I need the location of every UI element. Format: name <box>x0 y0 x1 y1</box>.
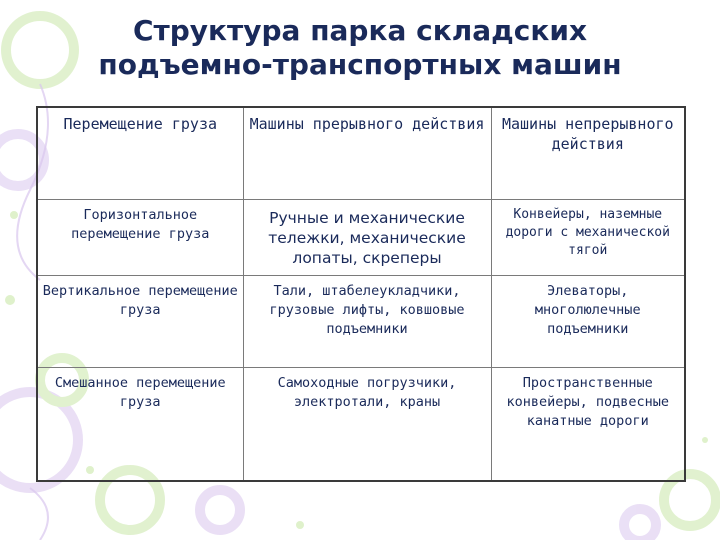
row-movement-mixed: Смешанное перемещение груза <box>37 367 243 481</box>
header-continuous-machines: Машины непрерывного действия <box>491 107 685 199</box>
table-row <box>37 199 685 275</box>
row-movement-horizontal: Горизонтальное перемещение груза <box>37 199 243 275</box>
cell-interrupted-mixed: Самоходные погрузчики, электротали, краны <box>243 367 491 481</box>
title-line-2: подъемно-транспортных машин <box>98 48 622 81</box>
table-row <box>37 367 685 481</box>
cell-interrupted-horizontal: Ручные и механические тележки, механические лопаты, скреперы <box>243 199 491 275</box>
row-movement-vertical: Вертикальное перемещение груза <box>37 275 243 367</box>
page-title <box>0 14 720 82</box>
header-movement: Перемещение груза <box>37 107 243 199</box>
structure-table <box>36 106 686 482</box>
cell-interrupted-vertical: Тали, штабелеукладчики, грузовые лифты, ковшовые подъемники <box>243 275 491 367</box>
cell-continuous-mixed: Пространственные конвейеры, подвесные канатные дороги <box>491 367 685 481</box>
cell-continuous-horizontal: Конвейеры, наземные дороги с механической тягой <box>491 199 685 275</box>
table-header-row <box>37 107 685 199</box>
title-line-1: Структура парка складских <box>132 14 588 47</box>
header-interrupted-machines: Машины прерывного действия <box>243 107 491 199</box>
cell-continuous-vertical: Элеваторы, многолюлечные подъемники <box>491 275 685 367</box>
table-row <box>37 275 685 367</box>
